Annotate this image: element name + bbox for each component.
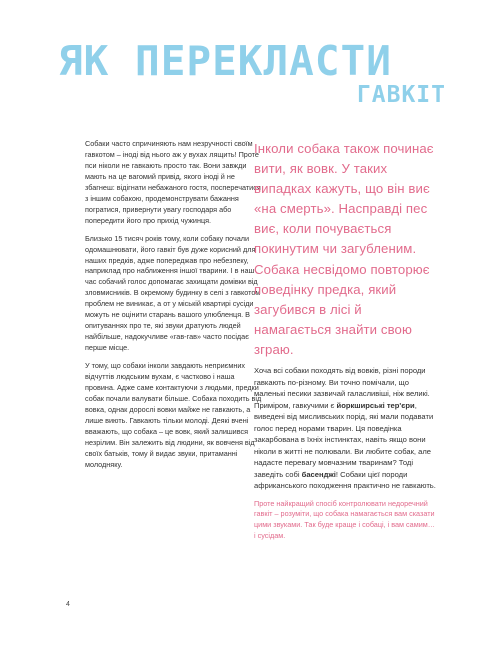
body-paragraph-3: У тому, що собаки інколи завдають неприємних відчуттів людським вухам, є частково і наша провина. Адже саме контактуючи з людьми, предки собак почали валувати більше. Собака походить від вовка, однак дорослі вовки майже не гавкають, а лише виють. Гавкають тільки молоді. Деякі вчені вважають, що собака – це вовк, який залишився незрілим. Він залежить від людини, як вовченя від своїх батьків, тому й видає звуки, притаманні молодняку. (85, 361, 262, 469)
body-paragraph-4 (254, 365, 436, 492)
paragraph-text-a: Хоча всі собаки походять від вовків, різні породи гавкають по-різному. Ви точно помічали, що маленькі песики зазвичай галасливіші, ніж великі. Приміром, гавкучими є (254, 366, 430, 410)
breed-basenji: басенджі (301, 469, 336, 479)
left-column (85, 139, 263, 478)
paragraph-text-b: , виведені від мисливських порід, які мали подавати голос перед норами тварин. Ця поведінка закарбована в їхніх інстинктах, навіть якщо вони ніколи в житті не полювали. Ви любите собак, але надасте перевагу мовчазним тваринам? Тоді заведіть собі (254, 400, 434, 479)
right-column (254, 139, 436, 549)
body-paragraph-2: Близько 15 тисяч років тому, коли собаку почали одомашнювати, його гавкіт був дуже корисний для наших предків, адже попереджав про небезпеку, наприклад про наближення іншої тварини. І в наш час собачий голос допомагає захищати домівки від зловмисників. В окремому будинку в селі з гавкотом проблем не виникає, а от у міській квартирі сусіди можуть не оцінити старань вашого улюбленця. В опитуваннях про те, які звуки дратують людей найбільше, надокучливе «гав-гав» часто посідає перше місце. (85, 233, 261, 353)
page-title: ЯК ПЕРЕКЛАСТИ (58, 37, 392, 85)
page-number: 4 (66, 601, 70, 608)
page-subtitle: ГАВКІТ (356, 82, 446, 108)
paragraph-text-c: ! Собаки цієї породи африканського походження практично не гавкають. (254, 469, 436, 491)
body-paragraph-1: Собаки часто спричиняють нам незручності своїм гавкотом – іноді від нього аж у вухах лящить! Проте пси ніколи не гавкають просто так. Вони завжди мають на це вагомий привід, якого іноді й не збагнеш: відігнати небажаного гостя, посперечатися з іншим собакою, продемонструвати бажання погратися, привернути увагу господаря або попередити його про прихід чужинця. (85, 139, 261, 225)
highlight-quote: Інколи собака також починає вити, як вовк. У таких випадках кажуть, що він виє «на смерть». Насправді пес виє, коли почувається покинутим чи загубленим. Собака несвідомо повторює поведінку предка, який загубився в лісі й намагається знайти свою зграю. (254, 141, 434, 357)
breed-yorkshire-terrier: йоркширські тер'єри (336, 400, 415, 410)
tip-paragraph: Проте найкращий спосіб контролювати недоречний гавкіт – розуміти, що собака намагається вам сказати цими звуками. Так буде краще і собаці, і вам самим… і сусідам. (254, 498, 435, 541)
